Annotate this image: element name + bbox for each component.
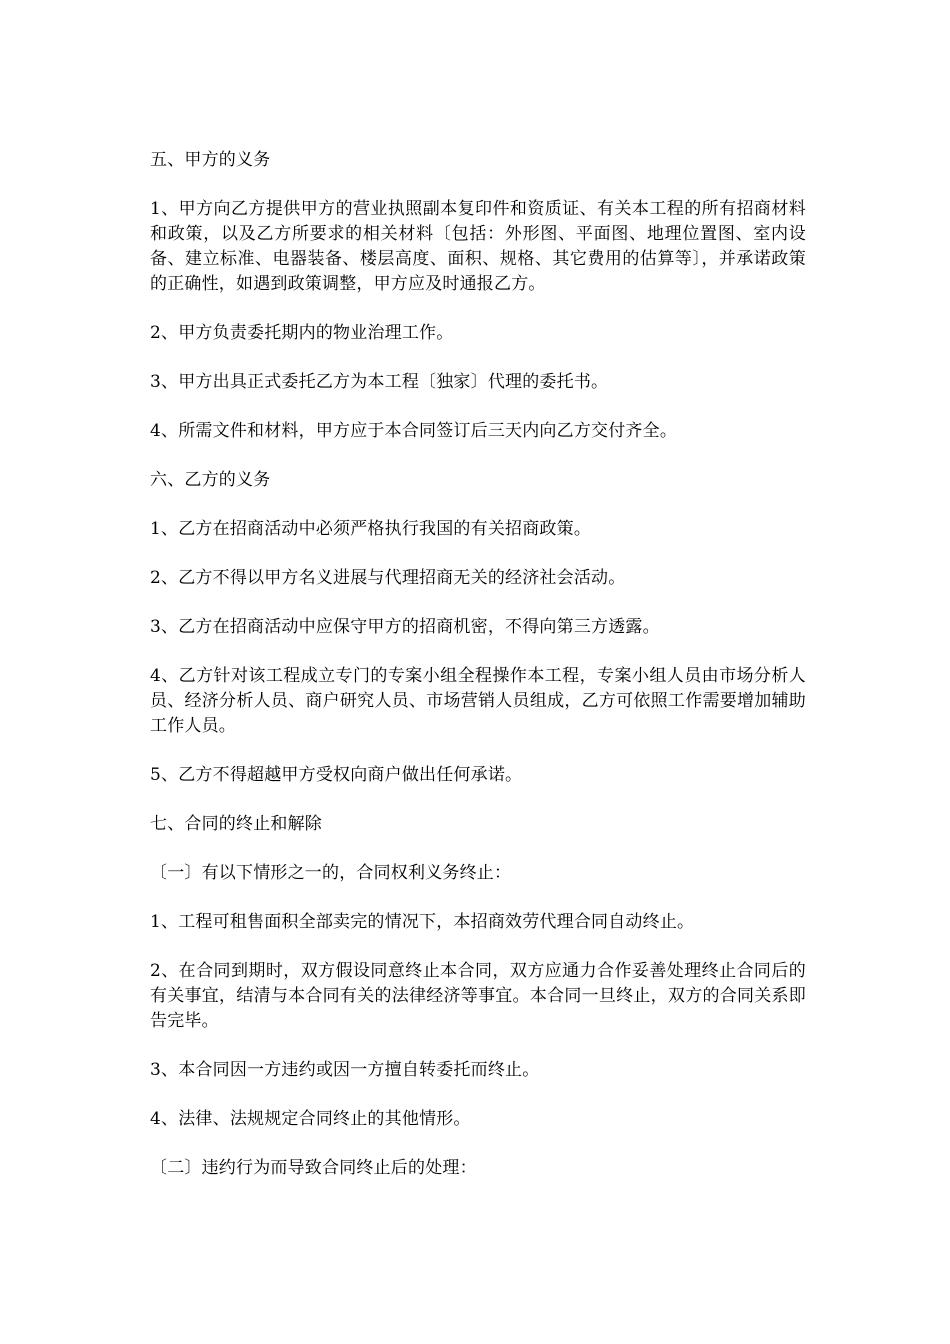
section-heading-party-b-obligations: 六、乙方的义务 xyxy=(150,470,271,490)
subsection-heading: 〔二〕违约行为而导致合同终止后的处理： xyxy=(150,1158,477,1178)
paragraph: 1、甲方向乙方提供甲方的营业执照副本复印件和资质证、有关本工程的所有招商材料和政策，以及乙方所要求的相关材料〔包括：外形图、平面图、地理位置图、室内设备、建立标准、电器装备、楼层高度、面积、规格、其它费用的估算等〕，并承诺政策的正确性，如遇到政策调整，甲方应及时通报乙方。 xyxy=(150,199,806,294)
paragraph: 5、乙方不得超越甲方受权向商户做出任何承诺。 xyxy=(150,765,523,785)
paragraph: 2、乙方不得以甲方名义进展与代理招商无关的经济社会活动。 xyxy=(150,568,626,588)
document-body xyxy=(150,148,806,1205)
paragraph: 3、本合同因一方违约或因一方擅自转委托而终止。 xyxy=(150,1060,540,1080)
paragraph: 3、甲方出具正式委托乙方为本工程〔独家〕代理的委托书。 xyxy=(150,372,609,392)
paragraph: 2、在合同到期时，双方假设同意终止本合同，双方应通力合作妥善处理终止合同后的有关事宜，结清与本合同有关的法律经济等事宜。本合同一旦终止，双方的合同关系即告完毕。 xyxy=(150,961,806,1031)
paragraph: 4、乙方针对该工程成立专门的专案小组全程操作本工程，专案小组人员由市场分析人员、经济分析人员、商户研究人员、市场营销人员组成，乙方可依照工作需要增加辅助工作人员。 xyxy=(150,666,806,736)
paragraph: 3、乙方在招商活动中应保守甲方的招商机密，不得向第三方透露。 xyxy=(150,617,660,637)
paragraph: 1、工程可租售面积全部卖完的情况下，本招商效劳代理合同自动终止。 xyxy=(150,912,695,932)
section-heading-termination: 七、合同的终止和解除 xyxy=(150,814,322,834)
paragraph: 2、甲方负责委托期内的物业治理工作。 xyxy=(150,323,454,343)
subsection-heading: 〔一〕有以下情形之一的，合同权利义务终止： xyxy=(150,863,512,883)
paragraph: 4、法律、法规规定合同终止的其他情形。 xyxy=(150,1109,471,1129)
paragraph: 4、所需文件和材料，甲方应于本合同签订后三天内向乙方交付齐全。 xyxy=(150,421,678,441)
paragraph: 1、乙方在招商活动中必须严格执行我国的有关招商政策。 xyxy=(150,519,592,539)
section-heading-party-a-obligations: 五、甲方的义务 xyxy=(150,150,271,170)
